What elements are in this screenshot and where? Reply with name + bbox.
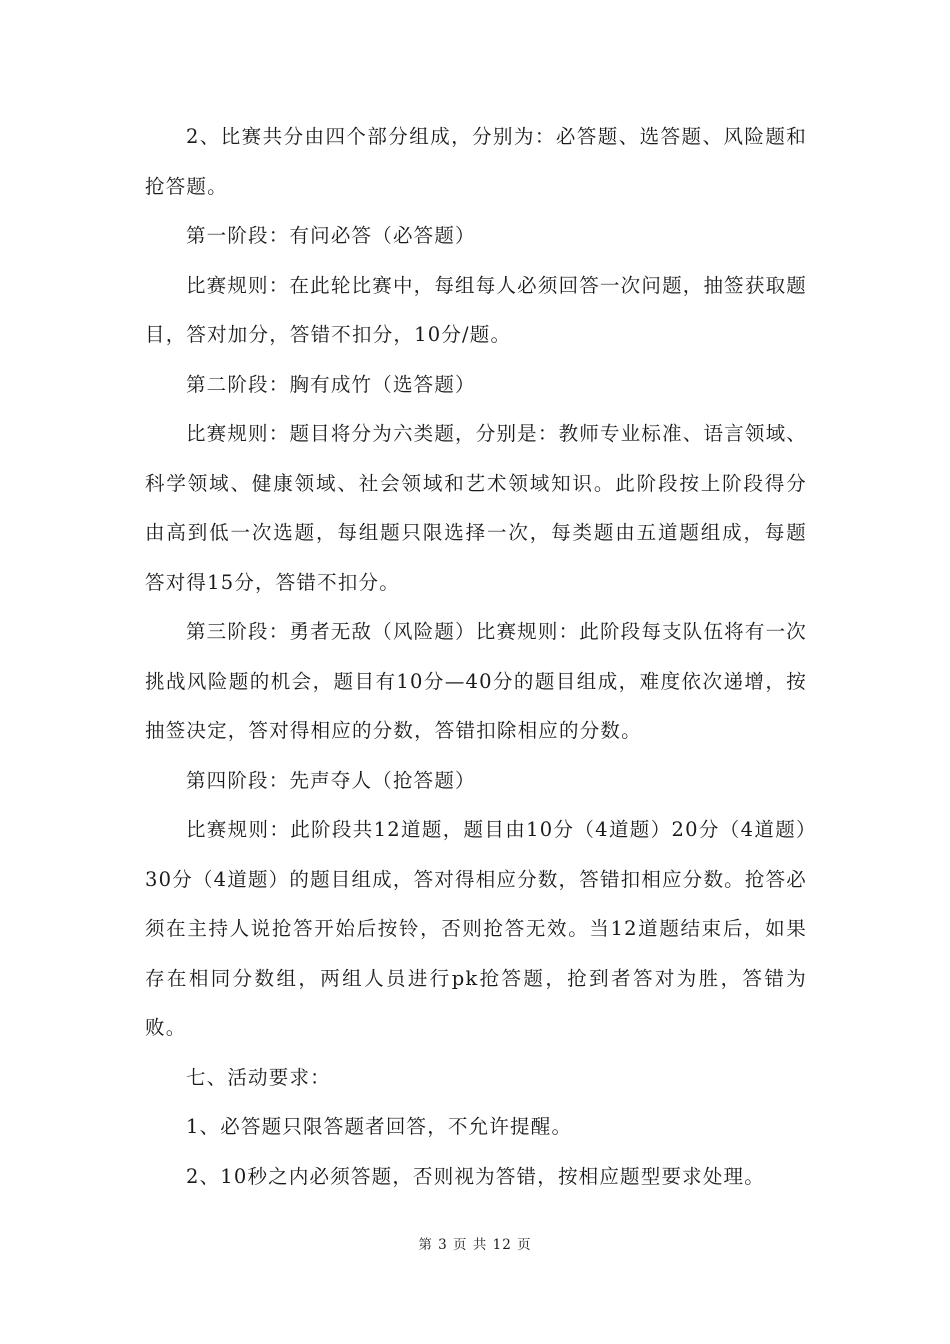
paragraph-stage-four-rules: 比赛规则：此阶段共12道题，题目由10分（4道题）20分（4道题）30分（4道题）的题目组成，答对得相应分数，答错扣相应分数。抢答必须在主持人说抢答开始后按铃，否则抢答无效。当12道题结束后，如果存在相同分数组，两组人员进行pk抢答题，抢到者答对为胜，答错为败。 <box>145 818 807 1039</box>
paragraph-competition-structure: 2、比赛共分由四个部分组成，分别为：必答题、选答题、风险题和抢答题。 <box>145 125 807 198</box>
paragraph-requirement-1: 1、必答题只限答题者回答，不允许提醒。 <box>185 1115 573 1138</box>
paragraph-stage-two-title: 第二阶段：胸有成竹（选答题） <box>185 372 476 396</box>
paragraph-stage-three: 第三阶段：勇者无敌（风险题）比赛规则：此阶段每支队伍将有一次挑战风险题的机会，题目有10分—40分的题目组成，难度依次递增，按抽签决定，答对得相应的分数，答错扣除相应的分数。 <box>145 620 807 742</box>
paragraph-stage-one-rules: 比赛规则：在此轮比赛中，每组每人必须回答一次问题，抽签获取题目，答对加分，答错不扣分，10分/题。 <box>145 273 807 346</box>
paragraph-requirement-2: 2、10秒之内必须答题，否则视为答错，按相应题型要求处理。 <box>185 1164 765 1188</box>
paragraph-stage-four-title: 第四阶段：先声夺人（抢答题） <box>185 768 476 792</box>
document-body <box>145 112 807 1201</box>
paragraph-requirements-heading: 七、活动要求： <box>185 1065 331 1089</box>
paragraph-stage-one-title: 第一阶段：有问必答（必答题） <box>185 224 476 247</box>
page-footer: 第 3 页 共 12 页 <box>418 1237 532 1253</box>
paragraph-stage-two-rules: 比赛规则：题目将分为六类题，分别是：教师专业标准、语言领域、科学领域、健康领域、社会领域和艺术领域知识。此阶段按上阶段得分由高到低一次选题，每组题只限选择一次，每类题由五道题组成，每题答对得15分，答错不扣分。 <box>145 422 807 594</box>
